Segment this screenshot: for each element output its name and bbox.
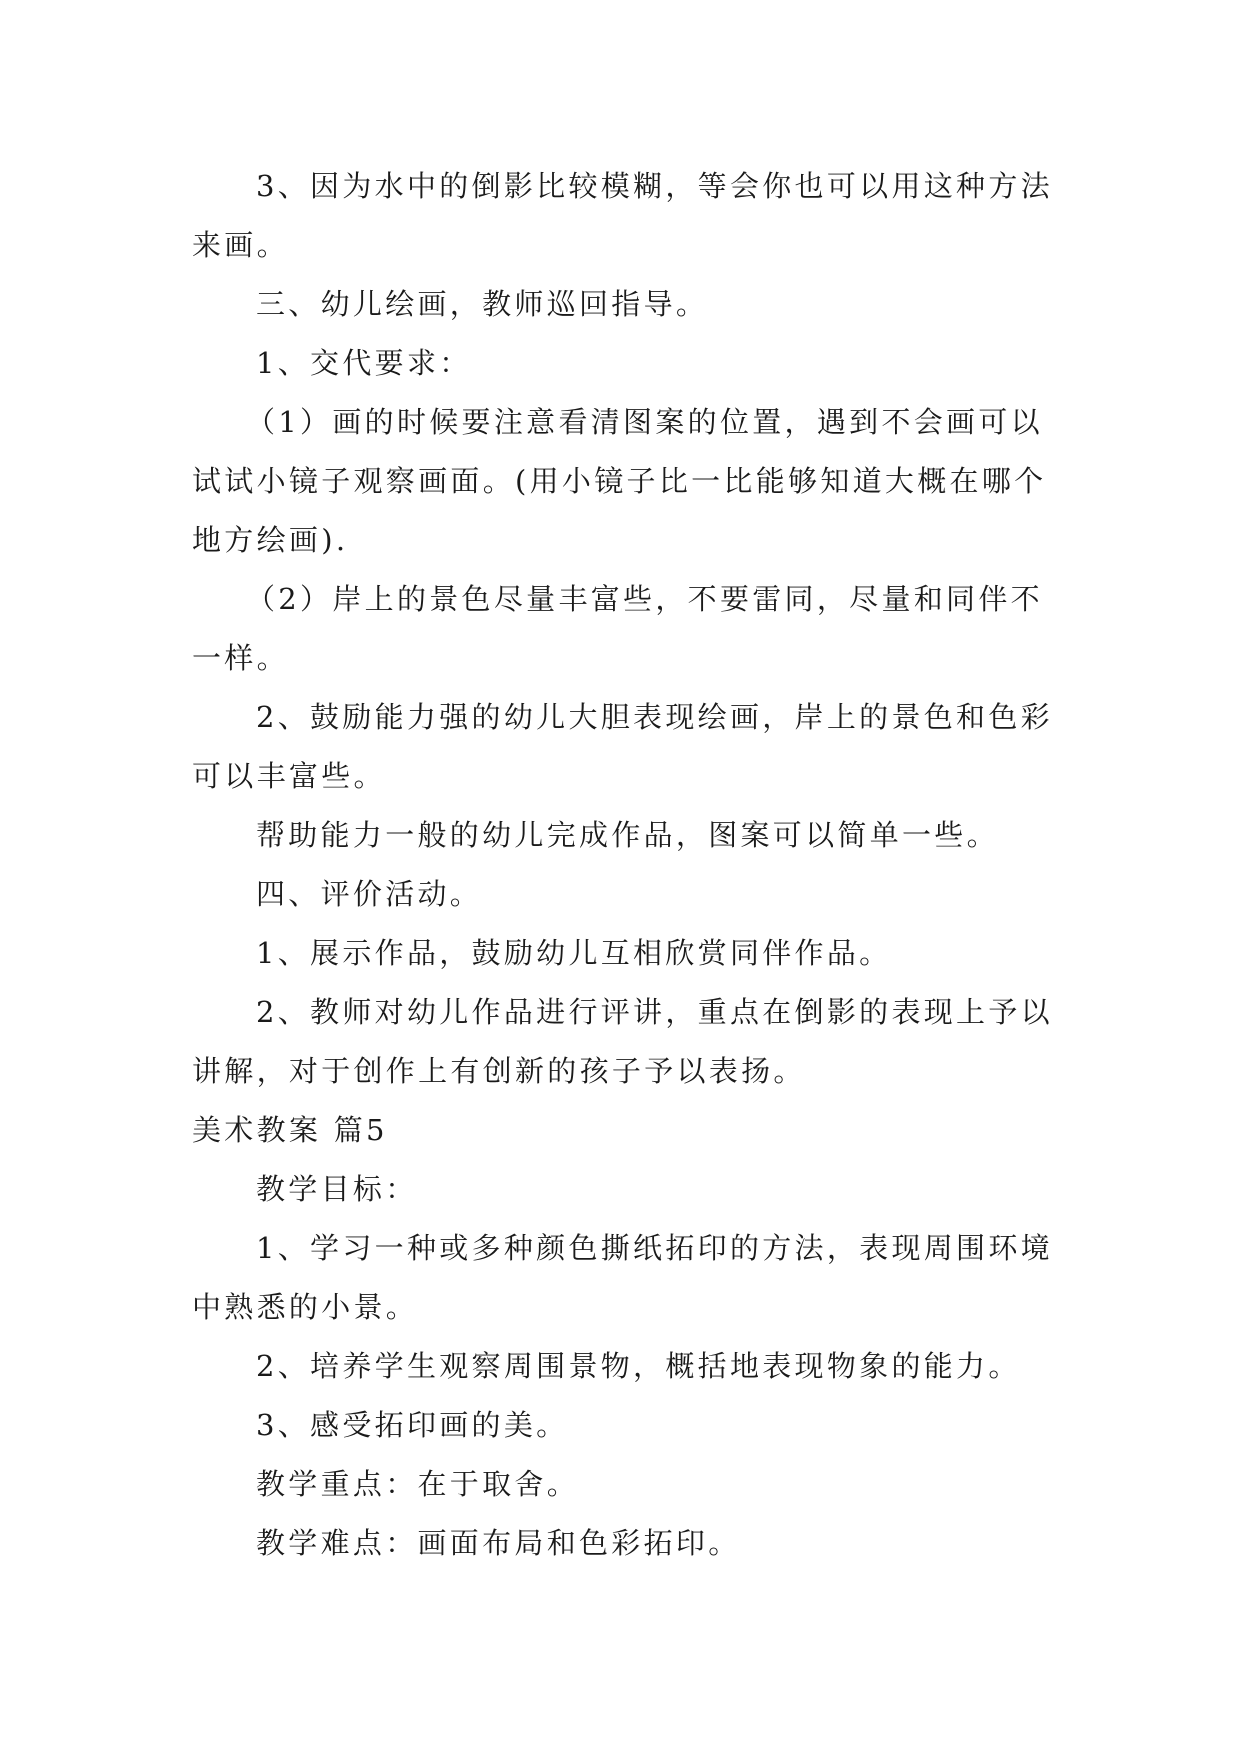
paragraph: 1、展示作品，鼓励幼儿互相欣赏同伴作品。 — [256, 936, 892, 970]
section-heading: 四、评价活动。 — [256, 877, 483, 911]
paragraph: 3、感受拓印画的美。 — [256, 1408, 569, 1442]
paragraph: 2、鼓励能力强的幼儿大胆表现绘画，岸上的景色和色彩可以丰富些。 — [192, 700, 1053, 793]
paragraph: （1）画的时候要注意看清图案的位置，遇到不会画可以试试小镜子观察画面。(用小镜子比一比能够知道大概在哪个地方绘画). — [192, 405, 1047, 557]
paragraph: 帮助能力一般的幼儿完成作品，图案可以简单一些。 — [256, 818, 999, 852]
paragraph: 1、学习一种或多种颜色撕纸拓印的方法，表现周围环境中熟悉的小景。 — [192, 1231, 1053, 1324]
paragraph: 3、因为水中的倒影比较模糊，等会你也可以用这种方法来画。 — [192, 169, 1053, 262]
paragraph: 教学难点：画面布局和色彩拓印。 — [256, 1526, 741, 1560]
section-heading: 教学目标： — [256, 1172, 418, 1206]
paragraph: 2、教师对幼儿作品进行评讲，重点在倒影的表现上予以讲解，对于创作上有创新的孩子予以表扬。 — [192, 995, 1053, 1088]
document-body — [192, 157, 1062, 1573]
paragraph: 1、交代要求： — [256, 346, 472, 380]
paragraph: 教学重点：在于取舍。 — [256, 1467, 580, 1501]
section-heading: 三、幼儿绘画，教师巡回指导。 — [256, 287, 709, 321]
paragraph: 2、培养学生观察周围景物，概括地表现物象的能力。 — [256, 1349, 1021, 1383]
paragraph: （2）岸上的景色尽量丰富些，不要雷同，尽量和同伴不一样。 — [192, 582, 1043, 675]
lesson-title: 美术教案 篇5 — [192, 1113, 388, 1147]
